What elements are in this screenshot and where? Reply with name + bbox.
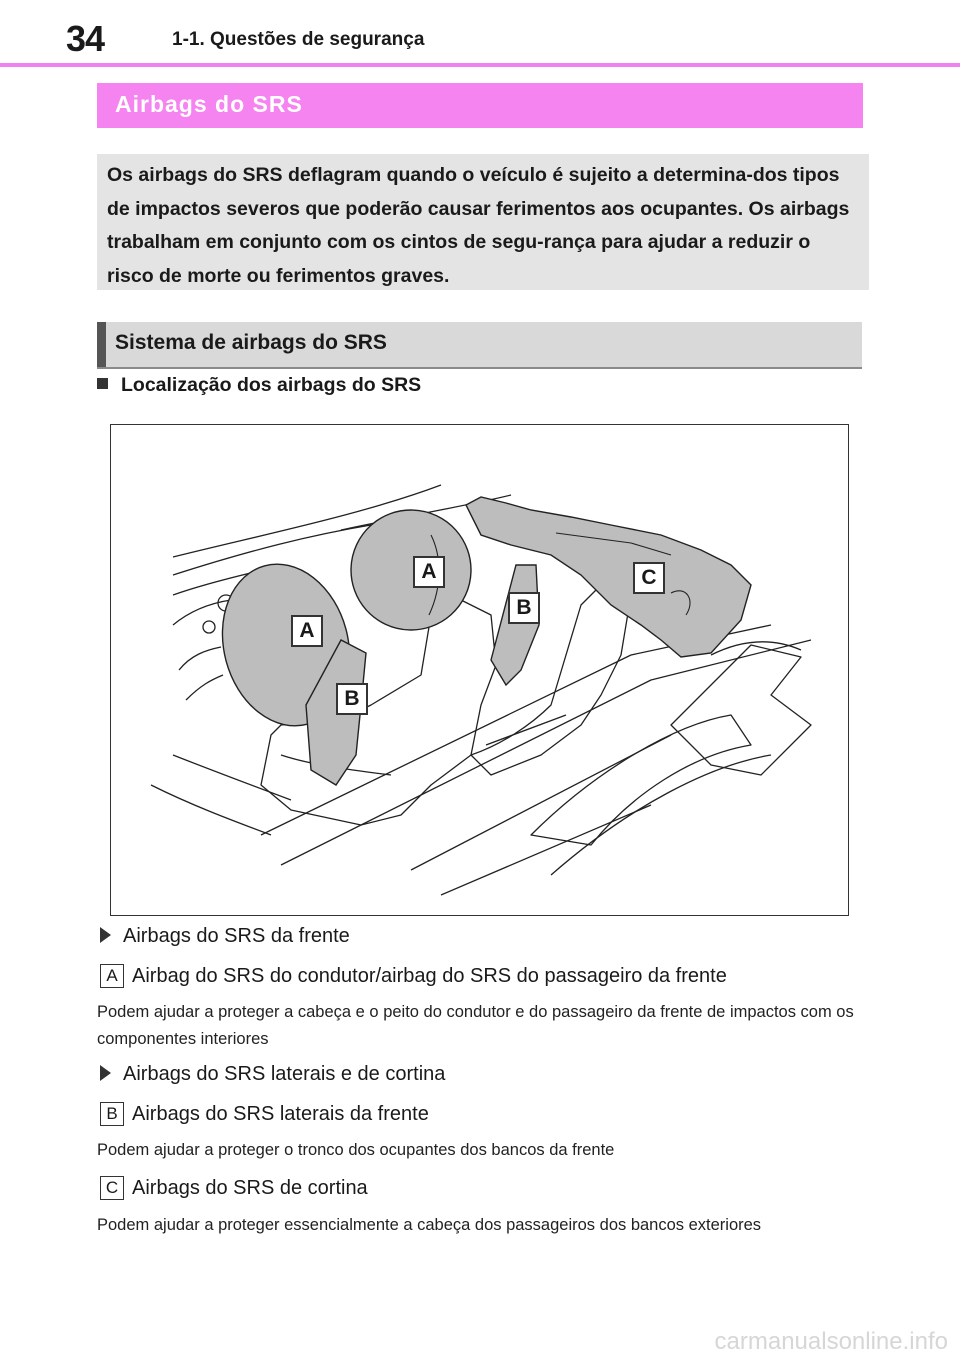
airbag-label-a-passenger: A	[413, 556, 445, 588]
list-item-text: Airbags do SRS laterais da frente	[132, 1103, 429, 1125]
airbag-label-b-passenger: B	[508, 592, 540, 624]
page-title: Airbags do SRS	[115, 91, 303, 117]
page-number: 34	[66, 18, 105, 59]
arrow-bullet-icon	[100, 1065, 111, 1081]
description: Podem ajudar a proteger o tronco dos ocupantes dos bancos da frente	[97, 1141, 615, 1159]
list-item	[100, 925, 350, 948]
location-heading	[97, 374, 421, 397]
subsection-bar	[97, 322, 862, 369]
description: Podem ajudar a proteger a cabeça e o peito do condutor e do passageiro da frente de impactos com os componentes interiores	[97, 1003, 854, 1048]
list-item-text: Airbag do SRS do condutor/airbag do SRS do passageiro da frente	[132, 965, 727, 987]
airbag-label-b-driver: B	[336, 683, 368, 715]
arrow-bullet-icon	[100, 927, 111, 943]
subsection-title: Sistema de airbags do SRS	[115, 331, 387, 354]
letter-badge: C	[100, 1176, 124, 1200]
section-title: 1-1. Questões de segurança	[172, 29, 425, 50]
description: Podem ajudar a proteger essencialmente a cabeça dos passageiros dos bancos exteriores	[97, 1216, 762, 1234]
list-item-text: Airbags do SRS de cortina	[132, 1177, 368, 1199]
list-item	[100, 1103, 429, 1127]
header-divider	[0, 63, 960, 67]
airbag-label-a-driver: A	[291, 615, 323, 647]
car-interior-drawing	[111, 425, 848, 915]
letter-badge: B	[100, 1102, 124, 1126]
square-bullet-icon	[97, 378, 108, 389]
airbag-label-c-curtain: C	[633, 562, 665, 594]
subsection-accent	[97, 322, 106, 367]
watermark: carmanualsonline.info	[714, 1328, 948, 1355]
title-bar	[97, 83, 863, 128]
intro-text: Os airbags do SRS deflagram quando o veículo é sujeito a determina-dos tipos de impactos severos que poderão causar ferimentos aos ocupantes. Os airbags trabalham em conjunto com os cintos de segu-rança para ajudar a reduzir o risco de morte ou ferimentos graves.	[107, 164, 850, 287]
list-item-text: Airbags do SRS da frente	[123, 925, 350, 947]
airbag-illustration	[110, 424, 849, 916]
list-item	[100, 965, 727, 989]
letter-badge: A	[100, 964, 124, 988]
location-heading-text: Localização dos airbags do SRS	[121, 374, 422, 396]
list-item-text: Airbags do SRS laterais e de cortina	[123, 1063, 446, 1085]
list-item	[100, 1177, 368, 1201]
intro-box	[97, 154, 869, 290]
list-item	[100, 1063, 445, 1086]
